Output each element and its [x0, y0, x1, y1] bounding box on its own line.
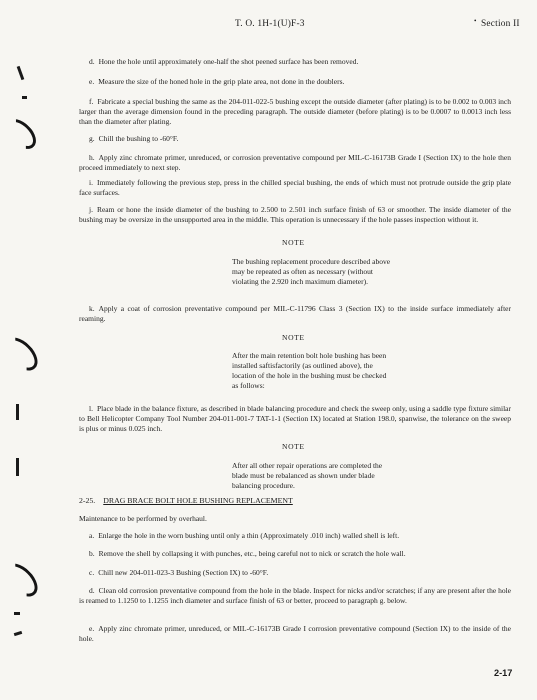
margin-mark [16, 458, 19, 476]
paragraph-d-bottom: d. Clean old corrosion preventative compound from the hole in the blade. Inspect for nicks and/or scratches; if any are present after the hole is reamed to 1.1250 to 1.1255 inch diameter and surface finish of 63 or better, proceed to paragraph g. below. [79, 586, 511, 605]
note-body: After the main retention bolt hole bushing has been installed saftisfactorily (as outlined above), the location of the hole in the bushing must be checked as follows: [232, 351, 387, 390]
punch-hole-mark [0, 557, 44, 602]
paragraph-e-bottom: e. Apply zinc chromate primer, unreduced, or MIL-C-16173B Grade I corrosion preventative compound (Section IX) to the inside of the hole. [79, 624, 511, 643]
margin-mark [22, 96, 27, 99]
note-heading: NOTE [282, 333, 305, 342]
section-heading [79, 496, 293, 505]
punch-hole-mark [0, 113, 41, 154]
section-number: 2-25. [79, 496, 96, 505]
to-number: T. O. 1H-1(U)F-3 [235, 19, 305, 29]
section-label: • Section II [481, 19, 520, 29]
punch-hole-mark [0, 331, 44, 376]
paragraph-f: f. Fabricate a special bushing the same as the 204-011-022-5 bushing except the outside diameter (after plating) is to be 0.002 to 0.003 inch larger than the average dimension found in the preceding paragraph. The outside diameter (before plating) is to be 0.0007 to 0.0013 inch less than the diameter after plating. [79, 97, 511, 126]
paragraph-l: l. Place blade in the balance fixture, as described in blade balancing procedure and check the sweep only, using a saddle type fixture similar to Bell Helicopter Company Tool Number 204-011-001-7 TAT-1-1 (Section IX) located at Station 198.0, spanwise, the tolerance on the sweep is plus or minus 0.025 inch. [79, 404, 511, 433]
paragraph-g: g. Chill the bushing to -60°F. [89, 134, 179, 143]
paragraph-j: j. Ream or hone the inside diameter of the bushing to 2.500 to 2.501 inch surface finish of 63 or smoother. The inside diameter of the bushing may be oversize in the unsupported area in the middle. This operation is unnecessary if the hole passes inspection without it. [79, 205, 511, 224]
paragraph-h: h. Apply zinc chromate primer, unreduced, or corrosion preventative compound per MIL-C-16173B Grade I (Section IX) to the hole then proceed immediately to next step. [79, 153, 511, 172]
margin-mark [14, 612, 20, 615]
maintenance-line: Maintenance to be performed by overhaul. [79, 514, 207, 523]
margin-mark [17, 66, 25, 80]
paragraph-c: c. Chill new 204-011-023-3 Bushing (Section IX) to -60°F. [89, 568, 269, 577]
margin-mark [14, 631, 23, 636]
page-number: 2-17 [494, 668, 513, 678]
note-body: The bushing replacement procedure described above may be repeated as often as necessary (without violating the 2.920 inch maximum diameter). [232, 257, 391, 286]
paragraph-d: d. Hone the hole until approximately one-half the shot peened surface has been removed. [89, 57, 359, 66]
margin-mark [16, 404, 19, 420]
paragraph-i: i. Immediately following the previous step, press in the chilled special bushing, the ends of which must not protrude outside the grip plate face surfaces. [79, 178, 511, 197]
note-heading: NOTE [282, 442, 305, 451]
note-body: After all other repair operations are completed the blade must be rebalanced as shown under blade balancing procedure. [232, 461, 383, 490]
section-title: DRAG BRACE BOLT HOLE BUSHING REPLACEMENT [103, 496, 293, 505]
paragraph-k: k. Apply a coat of corrosion preventative compound per MIL-C-11796 Class 3 (Section IX) to the inside surface immediately after reaming. [79, 304, 511, 323]
paragraph-b: b. Remove the shell by collapsing it with punches, etc., being careful not to nick or scratch the hole wall. [89, 549, 406, 558]
note-heading: NOTE [282, 238, 305, 247]
paragraph-a: a. Enlarge the hole in the worn bushing until only a thin (Approximately .010 inch) walled shell is left. [89, 531, 400, 540]
paragraph-e: e. Measure the size of the honed hole in the grip plate area, not done in the doublers. [89, 77, 345, 86]
